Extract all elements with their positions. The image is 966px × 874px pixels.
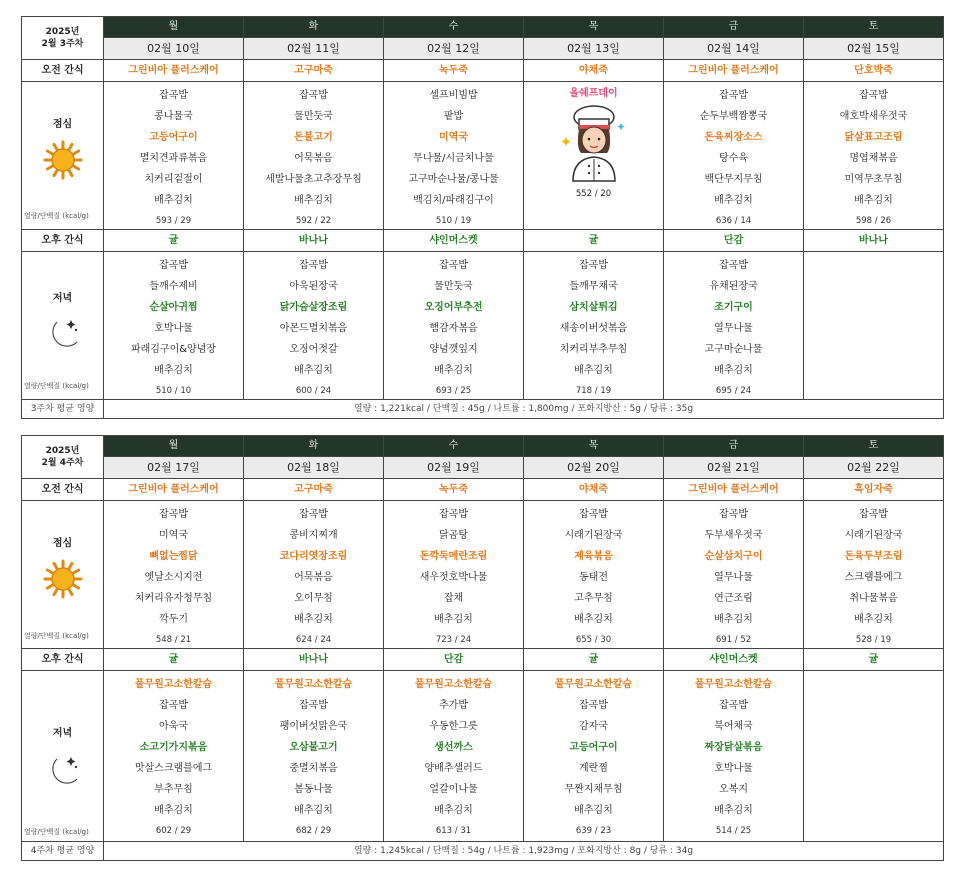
menu-item: 조기구이 (714, 302, 753, 313)
meal-items (384, 82, 523, 229)
day-header: 월 (104, 17, 244, 38)
menu-item: 배추김치 (154, 195, 193, 206)
menu-item: 오복지 (719, 784, 748, 795)
date-header: 02월 17일 (104, 457, 244, 479)
menu-item: 어묵볶음 (294, 572, 333, 583)
meal-items (244, 671, 383, 839)
lunch-cell (804, 82, 944, 230)
menu-item: 배추김치 (294, 365, 333, 376)
menu-item: 잡곡밥 (719, 700, 748, 711)
am-snack-label: 오전 간식 (22, 60, 104, 82)
menu-item: 백단무지무침 (704, 174, 763, 185)
menu-item: 코다리엿장조림 (279, 551, 348, 562)
menu-item: 돈육찌장소스 (704, 132, 763, 143)
menu-item: 치커리부추무침 (559, 344, 628, 355)
meal-items (804, 501, 943, 648)
menu-item: 감자국 (579, 721, 608, 732)
menu-item: 닭살표고조림 (844, 132, 903, 143)
menu-item: 세발나물초고추장무침 (265, 174, 362, 185)
date-header: 02월 20일 (524, 457, 664, 479)
am-snack: 야채죽 (524, 479, 664, 501)
menu-item: 뼈없는찜닭 (149, 551, 198, 562)
day-header: 수 (384, 17, 524, 38)
menu-item: 풀무원고소한칼슘 (694, 679, 773, 690)
lunch-cell (524, 501, 664, 649)
menu-item: 배추김치 (714, 614, 753, 625)
lunch-label-cell (22, 501, 104, 649)
day-header: 목 (524, 436, 664, 457)
meal-items (524, 671, 663, 839)
menu-item: 북어채국 (714, 721, 753, 732)
date-header: 02월 12일 (384, 38, 524, 60)
pm-snack: 바나나 (244, 649, 384, 671)
dinner-cell (524, 671, 664, 842)
menu-item: 잡곡밥 (719, 509, 748, 520)
menu-item: 무짠지채무침 (564, 784, 623, 795)
menu-item: 봄동나물 (294, 784, 333, 795)
menu-item: 배추김치 (574, 805, 613, 816)
menu-item: 새송이버섯볶음 (559, 323, 628, 334)
menu-item: 우동한그릇 (429, 721, 478, 732)
menu-item: 호박나물 (154, 323, 193, 334)
pm-snack: 바나나 (804, 230, 944, 252)
menu-item: 부추무침 (154, 784, 193, 795)
avg-label: 3주차 평균 영양 (22, 400, 104, 419)
menu-item: 잡곡밥 (579, 260, 608, 271)
menu-item: 팥밥 (443, 111, 464, 122)
kcal-protein: 514 / 25 (715, 826, 752, 836)
menu-item: 어묵볶음 (294, 153, 333, 164)
menu-item: 오이무침 (294, 593, 333, 604)
kcal-unit-label: 열량/단백질 (kcal/g) (24, 212, 89, 220)
am-snack: 고구마죽 (244, 60, 384, 82)
menu-item: 닭가슴살장조림 (279, 302, 348, 313)
week-label (22, 436, 104, 479)
kcal-protein: 695 / 24 (715, 386, 752, 396)
meal-items (384, 252, 523, 399)
menu-item: 아몬드멸치볶음 (279, 323, 348, 334)
lunch-cell (804, 501, 944, 649)
menu-item: 돈육두부조림 (844, 551, 903, 562)
am-snack: 흑임자죽 (804, 479, 944, 501)
date-header: 02월 15일 (804, 38, 944, 60)
menu-item: 잡곡밥 (859, 509, 888, 520)
menu-item: 돈깍둑메란조림 (419, 551, 488, 562)
menu-item: 잡곡밥 (719, 90, 748, 101)
menu-item: 파래김구이&양념장 (130, 344, 217, 355)
kcal-protein: 639 / 23 (575, 826, 612, 836)
kcal-unit-label: 열량/단백질 (kcal/g) (24, 632, 89, 640)
am-snack: 그린비아 플러스케어 (664, 60, 804, 82)
menu-item: 배추김치 (294, 195, 333, 206)
menu-item: 잡곡밥 (299, 700, 328, 711)
sun-icon (43, 559, 83, 599)
kcal-protein: 600 / 24 (295, 386, 332, 396)
pm-snack: 귤 (104, 649, 244, 671)
year-label: 2025년 (45, 27, 80, 37)
lunch-label: 점심 (52, 119, 73, 130)
menu-item: 미역국 (159, 530, 188, 541)
kcal-protein: 528 / 19 (855, 635, 892, 645)
kcal-protein: 691 / 52 (715, 635, 752, 645)
day-header: 월 (104, 436, 244, 457)
week-number: 2월 4주차 (41, 458, 84, 468)
pm-snack: 샤인머스켓 (384, 230, 524, 252)
menu-item: 백김치/파래김구이 (413, 195, 494, 206)
menu-item: 풀무원고소한칼슘 (134, 679, 213, 690)
menu-item: 배추김치 (714, 365, 753, 376)
menu-item: 탕수육 (719, 153, 748, 164)
moon-icon (43, 314, 83, 354)
date-header: 02월 10일 (104, 38, 244, 60)
dinner-cell (804, 252, 944, 400)
lunch-cell (664, 82, 804, 230)
menu-item: 삼치살튀김 (569, 302, 618, 313)
meal-items (104, 82, 243, 229)
pm-snack-label: 오후 간식 (22, 230, 104, 252)
menu-item: 잡곡밥 (159, 90, 188, 101)
menu-item: 양념깻잎지 (429, 344, 478, 355)
menu-item: 들깨수제비 (149, 281, 198, 292)
menu-item: 멸치견과류볶음 (139, 153, 208, 164)
date-header: 02월 22일 (804, 457, 944, 479)
menu-item: 풀무원고소한칼슘 (414, 679, 493, 690)
week-table (21, 435, 944, 861)
menu-item: 배추김치 (294, 614, 333, 625)
menu-item: 연근조림 (714, 593, 753, 604)
menu-item: 호박나물 (714, 763, 753, 774)
am-snack: 녹두죽 (384, 60, 524, 82)
menu-item: 잡곡밥 (159, 700, 188, 711)
menu-item: 스크램블에그 (844, 572, 903, 583)
day-header: 화 (244, 436, 384, 457)
kcal-protein: 624 / 24 (295, 635, 332, 645)
menu-item: 고추무침 (574, 593, 613, 604)
menu-item: 옛날소시지전 (144, 572, 203, 583)
meal-items (664, 671, 803, 839)
menu-item: 추가밥 (439, 700, 468, 711)
menu-item: 콩나물국 (154, 111, 193, 122)
year-label: 2025년 (45, 446, 80, 456)
avg-nutrition: 열량 : 1,221kcal / 단백질 : 45g / 나트륨 : 1,800mg / 포화지방산 : 5g / 당류 : 35g (104, 400, 944, 419)
menu-item: 소고기가지볶음 (139, 742, 208, 753)
moon-icon (43, 751, 83, 791)
menu-item: 미역국 (439, 132, 468, 143)
meal-items (664, 501, 803, 648)
menu-item: 두부새우젓국 (704, 530, 763, 541)
kcal-protein: 598 / 26 (855, 216, 892, 226)
pm-snack: 샤인머스켓 (664, 649, 804, 671)
lunch-cell (384, 82, 524, 230)
kcal-protein: 613 / 31 (435, 826, 472, 836)
avg-nutrition: 열량 : 1,245kcal / 단백질 : 54g / 나트륨 : 1,923mg / 포화지방산 : 8g / 당류 : 34g (104, 842, 944, 861)
meal-items (524, 252, 663, 399)
kcal-protein: 592 / 22 (295, 216, 332, 226)
menu-item: 배추김치 (574, 365, 613, 376)
avg-label: 4주차 평균 영양 (22, 842, 104, 861)
menu-item: 잡곡밥 (159, 260, 188, 271)
am-snack: 고구마죽 (244, 479, 384, 501)
kcal-protein: 636 / 14 (715, 216, 752, 226)
menu-item: 잡곡밥 (579, 509, 608, 520)
menu-item: 콩비지찌개 (289, 530, 338, 541)
lunch-cell (104, 82, 244, 230)
am-snack: 야채죽 (524, 60, 664, 82)
menu-item: 순두부백짬뽕국 (699, 111, 768, 122)
menu-item: 짜장닭살볶음 (704, 742, 763, 753)
menu-item: 열무나물 (714, 323, 753, 334)
meal-items (384, 671, 523, 839)
dinner-cell (104, 252, 244, 400)
menu-item: 배추김치 (714, 805, 753, 816)
pm-snack-label: 오후 간식 (22, 649, 104, 671)
menu-item: 고등어구이 (569, 742, 618, 753)
menu-item: 취나물볶음 (849, 593, 898, 604)
menu-item: 잡곡밥 (859, 90, 888, 101)
menu-item: 배추김치 (434, 614, 473, 625)
menu-item: 제육볶음 (574, 551, 613, 562)
menu-item: 물만둣국 (294, 111, 333, 122)
day-header: 토 (804, 17, 944, 38)
menu-item: 닭곰탕 (439, 530, 468, 541)
pm-snack: 귤 (104, 230, 244, 252)
dinner-cell (664, 671, 804, 842)
menu-item: 새우젓호박나물 (419, 572, 488, 583)
menu-item: 아욱된장국 (289, 281, 338, 292)
menu-item: 풀무원고소한칼슘 (554, 679, 633, 690)
menu-item: 물만둣국 (434, 281, 473, 292)
menu-item: 양배추샐러드 (424, 763, 483, 774)
lunch-label: 점심 (52, 538, 73, 549)
menu-item: 애호박새우젓국 (839, 111, 908, 122)
menu-item: 셀프비빔밥 (429, 90, 478, 101)
pm-snack: 단감 (384, 649, 524, 671)
dinner-cell (244, 671, 384, 842)
kcal-protein: 548 / 21 (155, 635, 192, 645)
dinner-cell (664, 252, 804, 400)
day-header: 토 (804, 436, 944, 457)
kcal-unit-label: 열량/단백질 (kcal/g) (24, 382, 89, 390)
pm-snack: 단감 (664, 230, 804, 252)
day-header: 금 (664, 17, 804, 38)
pm-snack: 귤 (524, 649, 664, 671)
kcal-protein: 682 / 29 (295, 826, 332, 836)
meal-items (804, 671, 943, 692)
week-label (22, 17, 104, 60)
lunch-cell (524, 82, 664, 230)
menu-item: 동태전 (579, 572, 608, 583)
date-header: 02월 18일 (244, 457, 384, 479)
menu-item: 배추김치 (854, 614, 893, 625)
lunch-cell (104, 501, 244, 649)
special-day-label: 올쉐프데이 (569, 88, 618, 99)
special-day (524, 82, 663, 201)
meal-items (104, 252, 243, 399)
menu-item: 잡곡밥 (439, 509, 468, 520)
menu-item: 고구마순나물/콩나물 (408, 174, 499, 185)
meal-items (104, 671, 243, 839)
am-snack: 그린비아 플러스케어 (664, 479, 804, 501)
menu-item: 팽이버섯맑은국 (279, 721, 348, 732)
menu-item: 시래기된장국 (844, 530, 903, 541)
menu-item: 고등어구이 (149, 132, 198, 143)
menu-item: 순살삼치구이 (704, 551, 763, 562)
day-header: 금 (664, 436, 804, 457)
menu-item: 유채된장국 (709, 281, 758, 292)
lunch-cell (384, 501, 524, 649)
am-snack: 단호박죽 (804, 60, 944, 82)
menu-item: 배추김치 (714, 195, 753, 206)
lunch-label-cell (22, 82, 104, 230)
menu-item: 중멸치볶음 (289, 763, 338, 774)
chef-icon (559, 103, 629, 183)
menu-item: 깍두기 (159, 614, 188, 625)
meal-items (804, 82, 943, 229)
lunch-cell (244, 82, 384, 230)
menu-item: 아욱국 (159, 721, 188, 732)
menu-item: 명엽채볶음 (849, 153, 898, 164)
menu-item: 치커리유자청무침 (134, 593, 213, 604)
kcal-protein: 593 / 29 (155, 216, 192, 226)
kcal-protein: 552 / 20 (575, 189, 612, 199)
am-snack: 그린비아 플러스케어 (104, 60, 244, 82)
kcal-protein: 510 / 19 (435, 216, 472, 226)
dinner-cell (804, 671, 944, 842)
date-header: 02월 21일 (664, 457, 804, 479)
menu-item: 열무나물 (714, 572, 753, 583)
day-header: 화 (244, 17, 384, 38)
meal-items (664, 82, 803, 229)
menu-item: 들깨무채국 (569, 281, 618, 292)
dinner-cell (104, 671, 244, 842)
week-table (21, 16, 944, 419)
menu-item: 배추김치 (434, 365, 473, 376)
week-number: 2월 3주차 (41, 39, 84, 49)
meal-items (244, 82, 383, 229)
menu-item: 순살아귀찜 (149, 302, 198, 313)
menu-item: 돈불고기 (294, 132, 333, 143)
dinner-cell (244, 252, 384, 400)
menu-item: 오징어부추전 (424, 302, 483, 313)
kcal-protein: 602 / 29 (155, 826, 192, 836)
menu-item: 얼갈이나물 (429, 784, 478, 795)
date-header: 02월 19일 (384, 457, 524, 479)
dinner-cell (524, 252, 664, 400)
dinner-label: 저녁 (52, 293, 73, 304)
menu-item: 잡곡밥 (719, 260, 748, 271)
menu-item: 잡곡밥 (299, 260, 328, 271)
day-header: 목 (524, 17, 664, 38)
am-snack-label: 오전 간식 (22, 479, 104, 501)
menu-item: 무나물/시금치나물 (413, 153, 494, 164)
sun-icon (43, 140, 83, 180)
menu-item: 오징어젓갈 (289, 344, 338, 355)
lunch-cell (244, 501, 384, 649)
meal-items (384, 501, 523, 648)
menu-item: 생선까스 (434, 742, 473, 753)
menu-item: 배추김치 (434, 805, 473, 816)
date-header: 02월 14일 (664, 38, 804, 60)
menu-item: 배추김치 (294, 805, 333, 816)
menu-item: 계란찜 (579, 763, 608, 774)
kcal-protein: 718 / 19 (575, 386, 612, 396)
kcal-protein: 510 / 10 (155, 386, 192, 396)
pm-snack: 귤 (804, 649, 944, 671)
menu-item: 잡채 (443, 593, 464, 604)
menu-item: 잡곡밥 (299, 509, 328, 520)
menu-item: 미역무초무침 (844, 174, 903, 185)
meal-items (104, 501, 243, 648)
dinner-label-cell (22, 252, 104, 400)
am-snack: 그린비아 플러스케어 (104, 479, 244, 501)
am-snack: 녹두죽 (384, 479, 524, 501)
menu-item: 배추김치 (154, 365, 193, 376)
date-header: 02월 11일 (244, 38, 384, 60)
menu-item: 오삼불고기 (289, 742, 338, 753)
kcal-protein: 693 / 25 (435, 386, 472, 396)
kcal-protein: 723 / 24 (435, 635, 472, 645)
day-header: 수 (384, 436, 524, 457)
kcal-unit-label: 열량/단백질 (kcal/g) (24, 828, 89, 836)
kcal-protein: 655 / 30 (575, 635, 612, 645)
date-header: 02월 13일 (524, 38, 664, 60)
dinner-label-cell (22, 671, 104, 842)
menu-item: 풀무원고소한칼슘 (274, 679, 353, 690)
menu-item: 시래기된장국 (564, 530, 623, 541)
meal-items (804, 252, 943, 273)
meal-items (524, 501, 663, 648)
meal-items (664, 252, 803, 399)
menu-item: 배추김치 (854, 195, 893, 206)
dinner-cell (384, 671, 524, 842)
menu-item: 배추김치 (574, 614, 613, 625)
meal-items (244, 501, 383, 648)
dinner-cell (384, 252, 524, 400)
menu-item: 치커리겉절이 (144, 174, 203, 185)
dinner-label: 저녁 (52, 728, 73, 739)
menu-item: 잡곡밥 (579, 700, 608, 711)
menu-item: 잡곡밥 (299, 90, 328, 101)
menu-item: 배추김치 (154, 805, 193, 816)
meal-items (244, 252, 383, 399)
menu-item: 맛살스크램블에그 (134, 763, 213, 774)
menu-item: 햄감자볶음 (429, 323, 478, 334)
menu-item: 고구마순나물 (704, 344, 763, 355)
menu-item: 잡곡밥 (439, 260, 468, 271)
menu-item: 잡곡밥 (159, 509, 188, 520)
lunch-cell (664, 501, 804, 649)
pm-snack: 귤 (524, 230, 664, 252)
pm-snack: 바나나 (244, 230, 384, 252)
